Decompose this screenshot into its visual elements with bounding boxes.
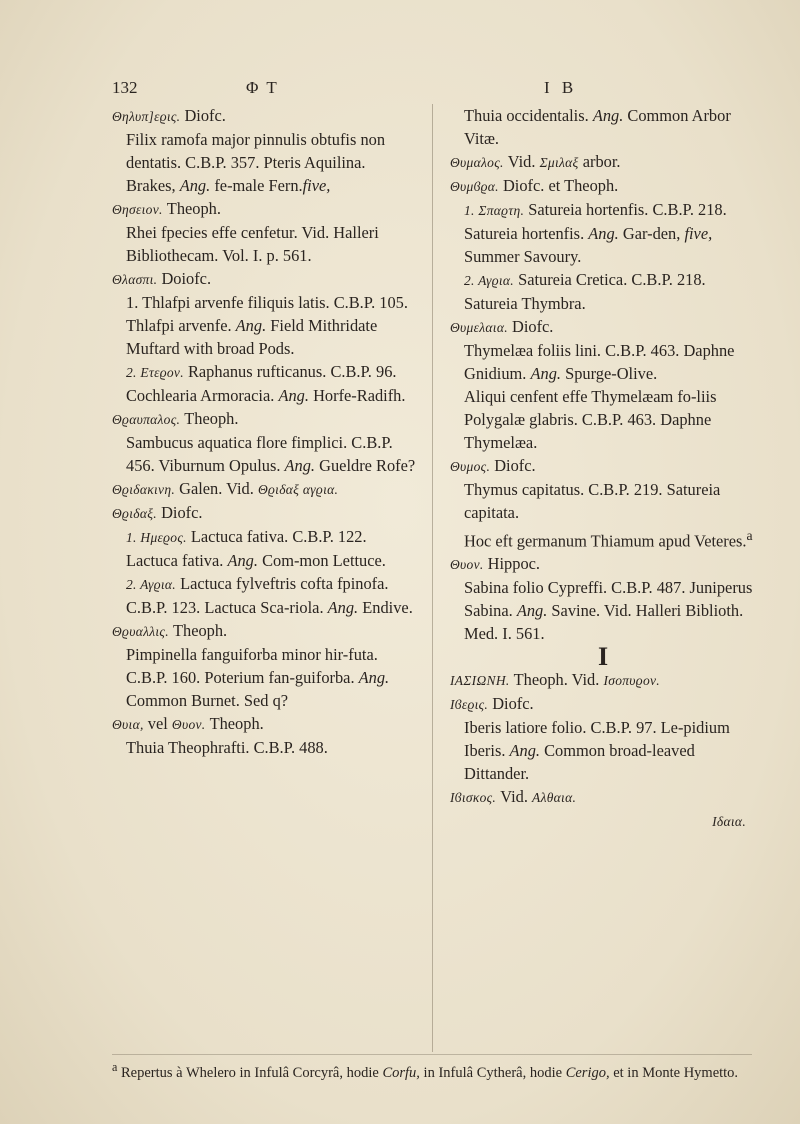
greek-headword: Θυμϐϱα. — [450, 179, 499, 194]
five-label: five, — [302, 176, 331, 195]
left-entry — [112, 291, 416, 360]
left-entry — [112, 736, 416, 759]
right-entry — [450, 150, 756, 174]
entry-text: Savine. Vid. Halleri Biblioth. Med. I. 561. — [464, 601, 744, 644]
entry-text: Summer Savoury. — [464, 247, 582, 266]
signature-right: I B — [544, 78, 578, 97]
greek-headword: Θησειον. — [112, 202, 163, 217]
right-entry — [450, 198, 756, 268]
greek-headword: Θυια, — [112, 717, 144, 732]
anglice-label: Ang. — [284, 456, 316, 475]
left-entry — [112, 221, 416, 267]
left-entry — [112, 643, 416, 712]
anglice-label: Ang. — [278, 386, 309, 405]
anglice-label: Ang. — [509, 741, 541, 761]
right-entry — [450, 478, 756, 524]
entry-text: Com-mon Lettuce. — [257, 551, 386, 570]
footnote-rule — [112, 1054, 752, 1055]
anglice-label: Ang. — [235, 316, 267, 335]
entry-text: Field Mithridate Muftard with broad Pods. — [126, 316, 378, 358]
right-column — [450, 104, 756, 833]
greek-headword: Θυμαλος. — [450, 155, 504, 170]
anglice-label: Ang. — [327, 598, 359, 617]
left-entry — [112, 407, 416, 431]
footnote — [112, 1058, 762, 1083]
entry-text: Diofc. — [156, 503, 203, 522]
right-entry — [450, 315, 756, 339]
entry-text: Theoph. — [168, 621, 228, 640]
greek-reference: Σμιλαξ — [539, 155, 579, 170]
entry-text: vel — [143, 714, 172, 733]
entry-text: 1. Thlafpi arvenfe filiquis latis. C.B.P. 105. Thlafpi arvenfe. — [126, 293, 408, 335]
left-entry — [112, 477, 416, 501]
greek-variant: 1. Σπαϱτη. — [464, 203, 525, 218]
left-entry — [112, 619, 416, 643]
entry-text: Diofc. — [490, 456, 536, 475]
column-divider — [432, 104, 433, 1052]
right-entry — [450, 104, 756, 150]
greek-headword: Θϱιδακινη. — [112, 482, 176, 497]
right-entry — [450, 716, 756, 785]
entry-text: Satureia Cretica. C.B.P. 218. Satureia Thymbra. — [464, 270, 706, 313]
page-number: 132 — [112, 78, 138, 97]
entry-text: Thuia occidentalis. — [464, 106, 593, 125]
footnote-mark: a — [112, 1060, 118, 1074]
entry-text: Thymus capitatus. C.B.P. 219. Satureia capitata. — [464, 480, 721, 522]
greek-headword: Θυμος. — [450, 459, 491, 474]
greek-variant: 2. Αγϱια. — [464, 273, 514, 288]
entry-text: Hippoc. — [483, 554, 541, 574]
entry-text: Filix ramofa major pinnulis obtufis non dentatis. C.B.P. 357. Pteris Aquilina. — [126, 130, 386, 172]
entry-text: Rhei fpecies effe cenfetur. Vid. Halleri Bibliothecam. Vol. I. p. 561. — [126, 223, 379, 265]
greek-variant: 1. Ημεϱος. — [126, 530, 187, 545]
entry-text: Thymelæa foliis lini. C.B.P. 463. Daphne Gnidium. — [464, 341, 735, 383]
anglice-label: Ang. — [358, 668, 390, 687]
entry-text: arbor. — [578, 152, 621, 171]
left-entry — [112, 501, 416, 525]
greek-headword: Ιϐισκος. — [450, 790, 497, 806]
right-entry — [450, 668, 756, 692]
entry-text: Satureia hortenfis. C.B.P. 218. Satureia hortenfis. — [464, 200, 727, 243]
entry-text: Thuia Theophrafti. C.B.P. 488. — [126, 738, 328, 757]
entry-text: Iberis latiore folio. C.B.P. 97. Le-pidium Iberis. — [464, 718, 730, 761]
right-entry — [450, 785, 756, 809]
entry-text: Sabina folio Cypreffi. C.B.P. 487. Juniperus Sabina. — [464, 578, 753, 621]
entry-text: Diofc. — [507, 317, 554, 336]
left-entry — [112, 572, 416, 619]
entry-text: Lactuca fativa. C.B.P. 122. Lactuca fativa. — [126, 527, 367, 570]
entry-text: Diofc. — [488, 694, 534, 714]
footnote-ref: a — [746, 528, 753, 543]
right-entry — [450, 454, 756, 478]
entry-text: Theoph. — [180, 409, 239, 428]
left-entry — [112, 128, 416, 174]
right-entry — [450, 576, 756, 645]
footnote-place-2: Cerigo, — [565, 1064, 610, 1081]
greek-headword: Θυον. — [450, 557, 484, 573]
greek-variant: 2. Ετεϱον. — [126, 365, 184, 380]
left-entry — [112, 712, 416, 736]
right-entry — [450, 268, 756, 315]
footnote-text-2: in Infulâ Cytherâ, hodie — [419, 1064, 566, 1081]
left-entry — [112, 431, 416, 477]
left-entry — [112, 104, 416, 128]
left-entry — [112, 174, 416, 197]
entry-text: Common Arbor Vitæ. — [464, 106, 731, 148]
catchword-greek: Ιδαια. — [712, 814, 746, 830]
anglice-label: Ang. — [227, 551, 258, 570]
entry-text: Diofc. — [180, 106, 226, 125]
anglice-label: Ang. — [179, 176, 211, 195]
entry-text: Theoph. — [205, 714, 264, 733]
greek-headword: Θϱιδαξ. — [112, 506, 157, 521]
greek-headword: Ιϐεϱις. — [450, 697, 489, 713]
left-entry — [112, 525, 416, 572]
greek-reference: Θϱιδαξ αγϱια. — [257, 482, 339, 497]
greek-reference: Θυον. — [171, 717, 206, 732]
left-entry — [112, 197, 416, 221]
left-entry — [112, 267, 416, 291]
entry-text: Common Burnet. Sed q? — [126, 691, 289, 710]
greek-reference: Ισοπυϱον. — [603, 673, 660, 689]
entry-text: Theoph. Vid. — [509, 670, 604, 690]
entry-text: Lactuca fylveftris cofta fpinofa. C.B.P. 123. Lactuca Sca-riola. — [126, 574, 389, 617]
greek-headword: Θλασπι. — [112, 272, 158, 287]
right-entry — [450, 339, 756, 385]
right-entry — [450, 174, 756, 198]
running-header — [112, 78, 732, 104]
entry-text: Brakes, — [126, 176, 180, 195]
entry-text: Spurge-Olive. — [561, 364, 658, 383]
entry-text: Hoc eft germanum Thiamum apud Veteres — [464, 531, 743, 551]
greek-headword: ΙΑΣΙΩΝΗ. — [450, 673, 510, 689]
entry-text: Endive. — [358, 598, 413, 617]
entry-text: Pimpinella fanguiforba minor hir-futa. C.B.P. 160. Poterium fan-guiforba. — [126, 645, 378, 687]
right-section-heading: I — [597, 642, 609, 672]
right-entry — [450, 552, 756, 576]
entry-text: . — [742, 531, 747, 551]
entry-text: Gar-den, — [618, 224, 685, 243]
right-entry — [450, 524, 756, 552]
entry-text: Aliqui cenfent effe Thymelæam fo-liis Polygalæ glabris. C.B.P. 463. Daphne Thymelæa. — [464, 387, 717, 452]
greek-headword: Θϱαυπαλος. — [112, 412, 181, 427]
entry-text: Theoph. — [162, 199, 221, 218]
greek-headword: Θϱυαλλις. — [112, 624, 169, 639]
right-catchword — [450, 809, 756, 833]
right-entry — [450, 692, 756, 716]
anglice-label: Ang. — [592, 106, 624, 125]
entry-text: Raphanus rufticanus. C.B.P. 96. Cochlearia Armoracia. — [126, 362, 397, 405]
anglice-label: Ang. — [588, 224, 619, 243]
entry-text: Horfe-Radifh. — [308, 386, 406, 405]
entry-text: fe-male Fern. — [210, 176, 303, 195]
greek-variant: 2. Αγϱια. — [126, 577, 176, 592]
greek-reference: Αλθαια. — [532, 790, 577, 806]
entry-text: Common broad-leaved Dittander. — [464, 741, 695, 784]
anglice-label: Ang. — [530, 364, 561, 383]
entry-text: Galen. Vid. — [175, 479, 258, 498]
footnote-text: Repertus à Whelero in Infulâ Corcyrâ, hodie — [117, 1064, 383, 1081]
five-label: five, — [684, 224, 713, 243]
greek-headword: Θυμελαια. — [450, 320, 508, 335]
entry-text: Vid. — [503, 152, 540, 171]
right-entry — [450, 385, 756, 454]
entry-text: Doiofc. — [157, 269, 212, 288]
entry-text: Sambucus aquatica flore fimplici. C.B.P. 456. Viburnum Opulus. — [126, 433, 393, 475]
signature-left: Φ Τ — [246, 78, 279, 97]
left-column — [112, 104, 416, 759]
greek-headword: Θηλυπ]εϱις. — [112, 109, 181, 124]
left-entry — [112, 360, 416, 407]
anglice-label: Ang. — [516, 601, 548, 621]
entry-text: Vid. — [496, 787, 533, 807]
footnote-text-3: et in Monte Hymetto. — [609, 1064, 739, 1081]
entry-text: Gueldre Rofe? — [315, 456, 416, 475]
entry-text: Diofc. et Theoph. — [498, 176, 619, 195]
footnote-place-1: Corfu, — [382, 1064, 420, 1081]
